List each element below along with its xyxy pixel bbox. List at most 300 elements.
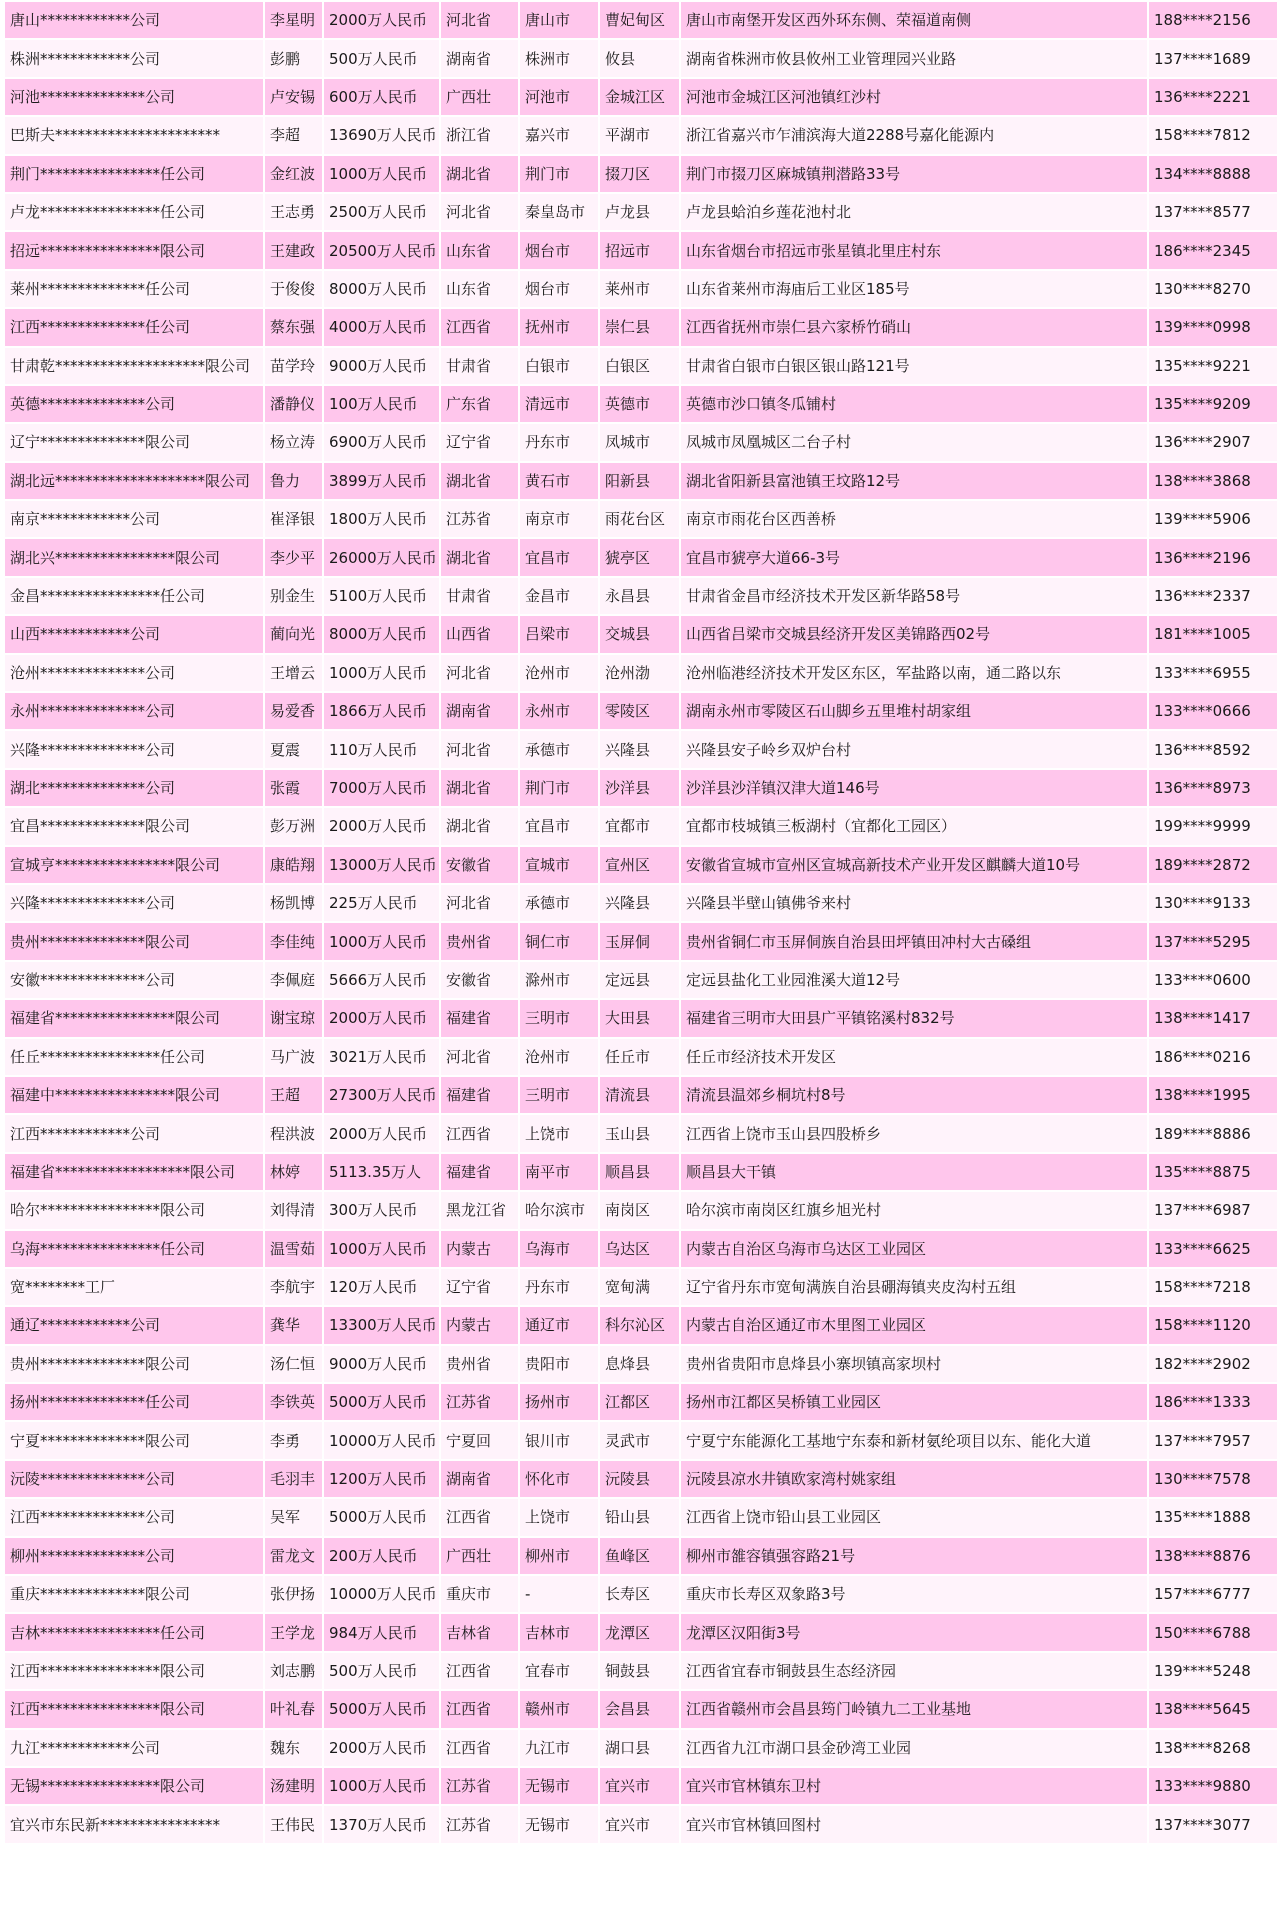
cell-city: 三明市 <box>519 999 599 1037</box>
cell-capital: 200万人民币 <box>323 1537 440 1575</box>
cell-district: 顺昌县 <box>599 1153 680 1191</box>
cell-person: 程洪波 <box>264 1114 323 1152</box>
cell-company: 江西**************任公司 <box>4 308 264 346</box>
cell-person: 王志勇 <box>264 193 323 231</box>
cell-province: 福建省 <box>440 1153 519 1191</box>
cell-address: 山东省莱州市海庙后工业区185号 <box>680 270 1148 308</box>
company-table <box>3 0 1279 1845</box>
cell-phone: 139****5248 <box>1148 1652 1278 1690</box>
cell-district: 清流县 <box>599 1076 680 1114</box>
table-row <box>4 347 1278 385</box>
table-row <box>4 961 1278 999</box>
cell-capital: 2000万人民币 <box>323 1114 440 1152</box>
table-row <box>4 308 1278 346</box>
cell-district: 宜兴市 <box>599 1805 680 1843</box>
cell-city: 烟台市 <box>519 270 599 308</box>
cell-district: 沙洋县 <box>599 769 680 807</box>
cell-city: 荆门市 <box>519 155 599 193</box>
cell-province: 山西省 <box>440 615 519 653</box>
cell-province: 甘肃省 <box>440 577 519 615</box>
cell-capital: 13000万人民币 <box>323 846 440 884</box>
cell-company: 永州**************公司 <box>4 692 264 730</box>
cell-address: 兴隆县半壁山镇佛爷来村 <box>680 884 1148 922</box>
cell-capital: 26000万人民币 <box>323 538 440 576</box>
cell-district: 玉山县 <box>599 1114 680 1152</box>
cell-city: 宜昌市 <box>519 538 599 576</box>
cell-capital: 1370万人民币 <box>323 1805 440 1843</box>
cell-capital: 1000万人民币 <box>323 155 440 193</box>
cell-company: 沧州**************公司 <box>4 654 264 692</box>
cell-address: 甘肃省金昌市经济技术开发区新华路58号 <box>680 577 1148 615</box>
cell-capital: 110万人民币 <box>323 730 440 768</box>
cell-address: 贵州省铜仁市玉屏侗族自治县田坪镇田冲村大古磉组 <box>680 922 1148 960</box>
cell-province: 河北省 <box>440 884 519 922</box>
cell-province: 湖北省 <box>440 807 519 845</box>
cell-district: 大田县 <box>599 999 680 1037</box>
cell-company: 福建省******************限公司 <box>4 1153 264 1191</box>
cell-city: 哈尔滨市 <box>519 1191 599 1229</box>
table-row <box>4 1805 1278 1843</box>
cell-company: 兴隆**************公司 <box>4 884 264 922</box>
cell-address: 宜昌市猇亭大道66-3号 <box>680 538 1148 576</box>
cell-district: 宽甸满 <box>599 1268 680 1306</box>
cell-phone: 189****8886 <box>1148 1114 1278 1152</box>
cell-phone: 133****0666 <box>1148 692 1278 730</box>
cell-province: 湖北省 <box>440 462 519 500</box>
cell-phone: 135****9209 <box>1148 385 1278 423</box>
cell-district: 息烽县 <box>599 1345 680 1383</box>
cell-province: 安徽省 <box>440 846 519 884</box>
cell-phone: 138****8268 <box>1148 1729 1278 1767</box>
cell-capital: 7000万人民币 <box>323 769 440 807</box>
cell-company: 南京************公司 <box>4 500 264 538</box>
cell-province: 河北省 <box>440 1 519 39</box>
cell-province: 广西壮 <box>440 78 519 116</box>
cell-province: 河北省 <box>440 193 519 231</box>
cell-person: 王建政 <box>264 231 323 269</box>
cell-person: 张霞 <box>264 769 323 807</box>
cell-city: 唐山市 <box>519 1 599 39</box>
cell-district: 卢龙县 <box>599 193 680 231</box>
cell-company: 沅陵**************公司 <box>4 1460 264 1498</box>
cell-city: 无锡市 <box>519 1805 599 1843</box>
cell-capital: 13690万人民币 <box>323 116 440 154</box>
cell-province: 辽宁省 <box>440 1268 519 1306</box>
table-row <box>4 1537 1278 1575</box>
cell-phone: 186****0216 <box>1148 1038 1278 1076</box>
cell-person: 龚华 <box>264 1306 323 1344</box>
cell-province: 湖北省 <box>440 155 519 193</box>
table-row <box>4 155 1278 193</box>
cell-address: 宜兴市官林镇回图村 <box>680 1805 1148 1843</box>
cell-phone: 135****1888 <box>1148 1498 1278 1536</box>
cell-person: 苗学玲 <box>264 347 323 385</box>
cell-province: 福建省 <box>440 1076 519 1114</box>
cell-capital: 9000万人民币 <box>323 1345 440 1383</box>
table-row <box>4 385 1278 423</box>
cell-person: 杨凯博 <box>264 884 323 922</box>
cell-capital: 3021万人民币 <box>323 1038 440 1076</box>
cell-phone: 137****8577 <box>1148 193 1278 231</box>
cell-phone: 199****9999 <box>1148 807 1278 845</box>
cell-person: 王增云 <box>264 654 323 692</box>
cell-person: 叶礼春 <box>264 1690 323 1728</box>
cell-district: 崇仁县 <box>599 308 680 346</box>
cell-district: 曹妃甸区 <box>599 1 680 39</box>
cell-city: 丹东市 <box>519 1268 599 1306</box>
cell-district: 江都区 <box>599 1383 680 1421</box>
cell-city: 永州市 <box>519 692 599 730</box>
cell-person: 夏震 <box>264 730 323 768</box>
cell-person: 李超 <box>264 116 323 154</box>
table-row <box>4 1038 1278 1076</box>
cell-province: 湖南省 <box>440 39 519 77</box>
table-row <box>4 846 1278 884</box>
cell-capital: 600万人民币 <box>323 78 440 116</box>
cell-company: 宜昌**************限公司 <box>4 807 264 845</box>
cell-district: 任丘市 <box>599 1038 680 1076</box>
cell-company: 无锡****************限公司 <box>4 1767 264 1805</box>
cell-city: 宣城市 <box>519 846 599 884</box>
cell-province: 江西省 <box>440 1114 519 1152</box>
cell-person: 彭鹏 <box>264 39 323 77</box>
cell-province: 山东省 <box>440 231 519 269</box>
cell-capital: 2000万人民币 <box>323 807 440 845</box>
cell-district: 交城县 <box>599 615 680 653</box>
table-row <box>4 423 1278 461</box>
cell-address: 河池市金城江区河池镇红沙村 <box>680 78 1148 116</box>
cell-company: 宁夏**************限公司 <box>4 1421 264 1459</box>
cell-phone: 157****6777 <box>1148 1575 1278 1613</box>
cell-capital: 300万人民币 <box>323 1191 440 1229</box>
cell-company: 巴斯夫********************** <box>4 116 264 154</box>
cell-company: 唐山************公司 <box>4 1 264 39</box>
cell-district: 金城江区 <box>599 78 680 116</box>
table-row <box>4 884 1278 922</box>
cell-city: 上饶市 <box>519 1114 599 1152</box>
cell-city: 嘉兴市 <box>519 116 599 154</box>
table-row <box>4 78 1278 116</box>
cell-address: 任丘市经济技术开发区 <box>680 1038 1148 1076</box>
cell-company: 福建中****************限公司 <box>4 1076 264 1114</box>
cell-company: 金昌****************任公司 <box>4 577 264 615</box>
cell-address: 扬州市江都区吴桥镇工业园区 <box>680 1383 1148 1421</box>
cell-city: 烟台市 <box>519 231 599 269</box>
cell-person: 李铁英 <box>264 1383 323 1421</box>
cell-capital: 500万人民币 <box>323 39 440 77</box>
cell-capital: 5113.35万人 <box>323 1153 440 1191</box>
cell-province: 广西壮 <box>440 1537 519 1575</box>
cell-phone: 133****6955 <box>1148 654 1278 692</box>
cell-capital: 6900万人民币 <box>323 423 440 461</box>
cell-district: 南岗区 <box>599 1191 680 1229</box>
cell-address: 唐山市南堡开发区西外环东侧、荣福道南侧 <box>680 1 1148 39</box>
cell-district: 铜鼓县 <box>599 1652 680 1690</box>
cell-address: 浙江省嘉兴市乍浦滨海大道2288号嘉化能源内 <box>680 116 1148 154</box>
cell-district: 龙潭区 <box>599 1613 680 1651</box>
cell-phone: 138****8876 <box>1148 1537 1278 1575</box>
cell-district: 凤城市 <box>599 423 680 461</box>
cell-address: 定远县盐化工业园淮溪大道12号 <box>680 961 1148 999</box>
cell-district: 乌达区 <box>599 1230 680 1268</box>
cell-company: 荆门****************任公司 <box>4 155 264 193</box>
table-row <box>4 1153 1278 1191</box>
cell-address: 山西省吕梁市交城县经济开发区美锦路西02号 <box>680 615 1148 653</box>
cell-city: 承德市 <box>519 884 599 922</box>
cell-city: 无锡市 <box>519 1767 599 1805</box>
cell-capital: 225万人民币 <box>323 884 440 922</box>
cell-address: 江西省宜春市铜鼓县生态经济园 <box>680 1652 1148 1690</box>
cell-person: 蔺向光 <box>264 615 323 653</box>
table-row <box>4 270 1278 308</box>
cell-person: 李佩庭 <box>264 961 323 999</box>
cell-district: 平湖市 <box>599 116 680 154</box>
cell-address: 江西省赣州市会昌县筠门岭镇九二工业基地 <box>680 1690 1148 1728</box>
cell-phone: 138****5645 <box>1148 1690 1278 1728</box>
cell-capital: 500万人民币 <box>323 1652 440 1690</box>
cell-address: 内蒙古自治区乌海市乌达区工业园区 <box>680 1230 1148 1268</box>
cell-capital: 5666万人民币 <box>323 961 440 999</box>
cell-address: 沧州临港经济技术开发区东区，军盐路以南，通二路以东 <box>680 654 1148 692</box>
cell-phone: 158****7812 <box>1148 116 1278 154</box>
cell-capital: 1000万人民币 <box>323 1767 440 1805</box>
cell-address: 福建省三明市大田县广平镇铭溪村832号 <box>680 999 1148 1037</box>
cell-company: 任丘****************任公司 <box>4 1038 264 1076</box>
cell-province: 江苏省 <box>440 1767 519 1805</box>
cell-capital: 5100万人民币 <box>323 577 440 615</box>
cell-city: 赣州市 <box>519 1690 599 1728</box>
cell-district: 莱州市 <box>599 270 680 308</box>
cell-person: 汤仁恒 <box>264 1345 323 1383</box>
cell-capital: 1200万人民币 <box>323 1460 440 1498</box>
cell-capital: 4000万人民币 <box>323 308 440 346</box>
cell-province: 江西省 <box>440 308 519 346</box>
cell-province: 河北省 <box>440 654 519 692</box>
cell-capital: 100万人民币 <box>323 385 440 423</box>
table-row <box>4 692 1278 730</box>
cell-company: 通辽************公司 <box>4 1306 264 1344</box>
cell-city: 上饶市 <box>519 1498 599 1536</box>
cell-province: 河北省 <box>440 730 519 768</box>
cell-company: 哈尔****************限公司 <box>4 1191 264 1229</box>
cell-address: 安徽省宣城市宣州区宣城高新技术产业开发区麒麟大道10号 <box>680 846 1148 884</box>
table-row <box>4 1383 1278 1421</box>
cell-province: 浙江省 <box>440 116 519 154</box>
cell-phone: 133****0600 <box>1148 961 1278 999</box>
cell-address: 宜兴市官林镇东卫村 <box>680 1767 1148 1805</box>
cell-company: 湖北**************公司 <box>4 769 264 807</box>
cell-capital: 8000万人民币 <box>323 615 440 653</box>
cell-person: 于俊俊 <box>264 270 323 308</box>
cell-district: 招远市 <box>599 231 680 269</box>
cell-city: 滁州市 <box>519 961 599 999</box>
cell-phone: 136****2907 <box>1148 423 1278 461</box>
cell-phone: 130****9133 <box>1148 884 1278 922</box>
cell-district: 零陵区 <box>599 692 680 730</box>
cell-person: 金红波 <box>264 155 323 193</box>
table-row <box>4 1306 1278 1344</box>
cell-capital: 20500万人民币 <box>323 231 440 269</box>
cell-city: 铜仁市 <box>519 922 599 960</box>
cell-address: 湖北省阳新县富池镇王坟路12号 <box>680 462 1148 500</box>
cell-city: 宜春市 <box>519 1652 599 1690</box>
cell-phone: 189****2872 <box>1148 846 1278 884</box>
cell-company: 兴隆**************公司 <box>4 730 264 768</box>
table-row <box>4 1613 1278 1651</box>
table-row <box>4 1460 1278 1498</box>
cell-district: 鱼峰区 <box>599 1537 680 1575</box>
table-row <box>4 462 1278 500</box>
cell-capital: 1000万人民币 <box>323 922 440 960</box>
cell-address: 卢龙县蛤泊乡莲花池村北 <box>680 193 1148 231</box>
cell-phone: 130****8270 <box>1148 270 1278 308</box>
cell-phone: 150****6788 <box>1148 1613 1278 1651</box>
cell-phone: 138****3868 <box>1148 462 1278 500</box>
cell-address: 江西省上饶市铅山县工业园区 <box>680 1498 1148 1536</box>
cell-company: 辽宁**************限公司 <box>4 423 264 461</box>
cell-person: 汤建明 <box>264 1767 323 1805</box>
cell-capital: 2000万人民币 <box>323 1 440 39</box>
cell-city: 抚州市 <box>519 308 599 346</box>
cell-company: 安徽**************公司 <box>4 961 264 999</box>
cell-address: 哈尔滨市南岗区红旗乡旭光村 <box>680 1191 1148 1229</box>
cell-person: 李航宇 <box>264 1268 323 1306</box>
table-row <box>4 1 1278 39</box>
cell-company: 宜兴市东民新**************** <box>4 1805 264 1843</box>
cell-person: 李佳纯 <box>264 922 323 960</box>
cell-phone: 188****2156 <box>1148 1 1278 39</box>
cell-capital: 9000万人民币 <box>323 347 440 385</box>
table-row <box>4 1729 1278 1767</box>
cell-city: 怀化市 <box>519 1460 599 1498</box>
cell-district: 攸县 <box>599 39 680 77</box>
cell-city: 承德市 <box>519 730 599 768</box>
cell-phone: 134****8888 <box>1148 155 1278 193</box>
cell-person: 王学龙 <box>264 1613 323 1651</box>
cell-city: 乌海市 <box>519 1230 599 1268</box>
cell-capital: 10000万人民币 <box>323 1421 440 1459</box>
cell-company: 宽********工厂 <box>4 1268 264 1306</box>
cell-capital: 2000万人民币 <box>323 999 440 1037</box>
table-row <box>4 1652 1278 1690</box>
cell-company: 江西****************限公司 <box>4 1652 264 1690</box>
cell-capital: 3899万人民币 <box>323 462 440 500</box>
cell-address: 山东省烟台市招远市张星镇北里庄村东 <box>680 231 1148 269</box>
cell-district: 阳新县 <box>599 462 680 500</box>
cell-district: 宣州区 <box>599 846 680 884</box>
cell-address: 重庆市长寿区双象路3号 <box>680 1575 1148 1613</box>
cell-company: 柳州**************公司 <box>4 1537 264 1575</box>
cell-phone: 137****1689 <box>1148 39 1278 77</box>
cell-capital: 1800万人民币 <box>323 500 440 538</box>
cell-city: 九江市 <box>519 1729 599 1767</box>
cell-capital: 10000万人民币 <box>323 1575 440 1613</box>
cell-phone: 136****8592 <box>1148 730 1278 768</box>
cell-province: 广东省 <box>440 385 519 423</box>
cell-phone: 137****5295 <box>1148 922 1278 960</box>
cell-phone: 186****2345 <box>1148 231 1278 269</box>
cell-capital: 120万人民币 <box>323 1268 440 1306</box>
cell-province: 江苏省 <box>440 1383 519 1421</box>
cell-province: 江西省 <box>440 1652 519 1690</box>
cell-province: 湖南省 <box>440 692 519 730</box>
cell-province: 江苏省 <box>440 500 519 538</box>
cell-province: 甘肃省 <box>440 347 519 385</box>
cell-city: 河池市 <box>519 78 599 116</box>
cell-capital: 8000万人民币 <box>323 270 440 308</box>
cell-city: 南平市 <box>519 1153 599 1191</box>
cell-district: 永昌县 <box>599 577 680 615</box>
cell-province: 吉林省 <box>440 1613 519 1651</box>
cell-company: 乌海****************任公司 <box>4 1230 264 1268</box>
table-row <box>4 500 1278 538</box>
cell-district: 长寿区 <box>599 1575 680 1613</box>
table-row <box>4 1268 1278 1306</box>
cell-city: 吕梁市 <box>519 615 599 653</box>
cell-person: 张伊扬 <box>264 1575 323 1613</box>
cell-city: 通辽市 <box>519 1306 599 1344</box>
cell-person: 易爱香 <box>264 692 323 730</box>
table-row <box>4 1345 1278 1383</box>
cell-district: 宜兴市 <box>599 1767 680 1805</box>
cell-phone: 133****6625 <box>1148 1230 1278 1268</box>
cell-address: 辽宁省丹东市宽甸满族自治县硼海镇夹皮沟村五组 <box>680 1268 1148 1306</box>
cell-district: 兴隆县 <box>599 884 680 922</box>
table-row <box>4 1114 1278 1152</box>
cell-person: 雷龙文 <box>264 1537 323 1575</box>
cell-address: 江西省抚州市崇仁县六家桥竹硝山 <box>680 308 1148 346</box>
cell-company: 江西**************公司 <box>4 1498 264 1536</box>
cell-city: 清远市 <box>519 385 599 423</box>
cell-address: 湖南永州市零陵区石山脚乡五里堆村胡家组 <box>680 692 1148 730</box>
cell-city: 扬州市 <box>519 1383 599 1421</box>
cell-company: 莱州**************任公司 <box>4 270 264 308</box>
cell-province: 湖北省 <box>440 769 519 807</box>
cell-address: 英德市沙口镇冬瓜铺村 <box>680 385 1148 423</box>
cell-company: 株洲************公司 <box>4 39 264 77</box>
cell-person: 魏东 <box>264 1729 323 1767</box>
cell-city: 宜昌市 <box>519 807 599 845</box>
cell-province: 江西省 <box>440 1498 519 1536</box>
cell-district: 沅陵县 <box>599 1460 680 1498</box>
cell-person: 吴军 <box>264 1498 323 1536</box>
cell-capital: 2000万人民币 <box>323 1729 440 1767</box>
cell-city: 荆门市 <box>519 769 599 807</box>
cell-person: 李星明 <box>264 1 323 39</box>
cell-person: 王伟民 <box>264 1805 323 1843</box>
cell-address: 柳州市雒容镇强容路21号 <box>680 1537 1148 1575</box>
cell-phone: 138****1995 <box>1148 1076 1278 1114</box>
cell-person: 温雪茹 <box>264 1230 323 1268</box>
cell-person: 李少平 <box>264 538 323 576</box>
cell-city: 沧州市 <box>519 1038 599 1076</box>
cell-person: 刘志鹏 <box>264 1652 323 1690</box>
cell-address: 宜都市枝城镇三板湖村（宜都化工园区） <box>680 807 1148 845</box>
cell-address: 甘肃省白银市白银区银山路121号 <box>680 347 1148 385</box>
table-row <box>4 1575 1278 1613</box>
cell-phone: 158****1120 <box>1148 1306 1278 1344</box>
cell-province: 江西省 <box>440 1690 519 1728</box>
cell-city: 贵阳市 <box>519 1345 599 1383</box>
cell-capital: 1866万人民币 <box>323 692 440 730</box>
cell-capital: 13300万人民币 <box>323 1306 440 1344</box>
cell-company: 甘肃乾********************限公司 <box>4 347 264 385</box>
cell-address: 荆门市掇刀区麻城镇荆潜路33号 <box>680 155 1148 193</box>
cell-person: 王超 <box>264 1076 323 1114</box>
cell-phone: 137****3077 <box>1148 1805 1278 1843</box>
table-row <box>4 730 1278 768</box>
table-row <box>4 193 1278 231</box>
